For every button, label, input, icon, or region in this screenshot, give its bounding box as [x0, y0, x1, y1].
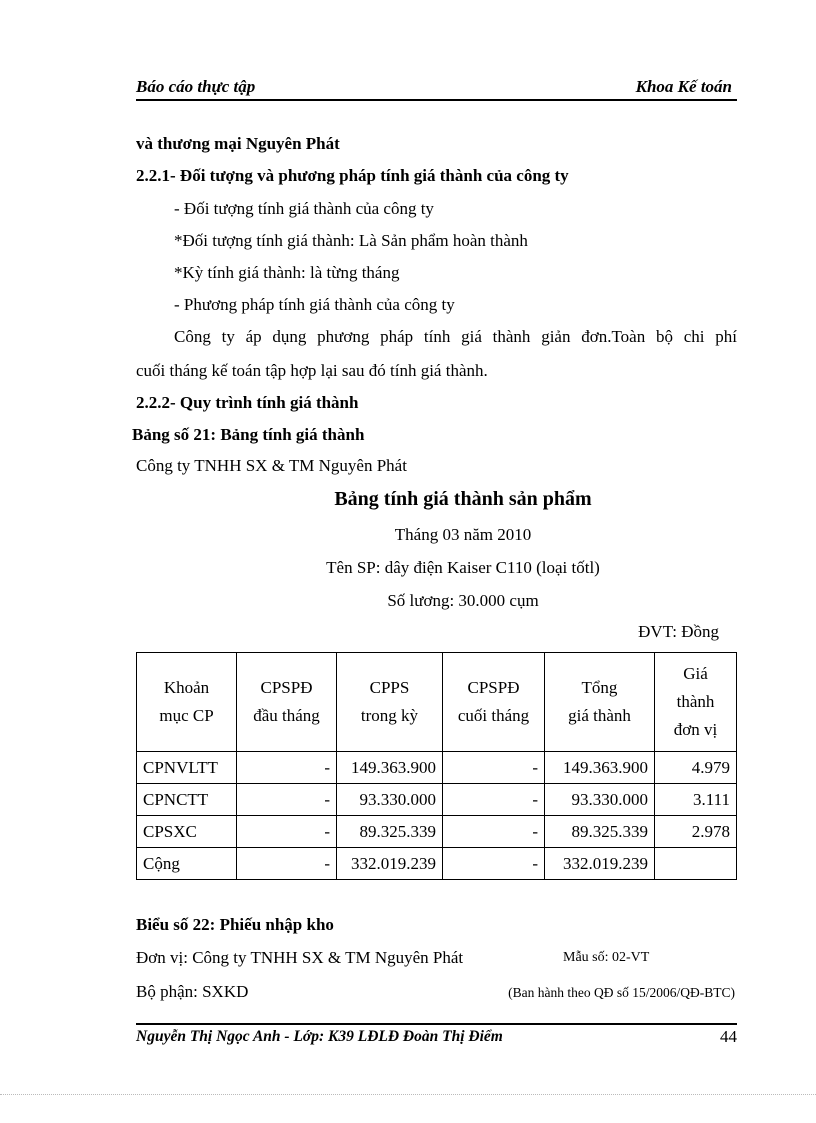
section-2-2-2-heading: 2.2.2- Quy trình tính giá thành: [136, 393, 359, 412]
sheet-month: Tháng 03 năm 2010: [394, 525, 532, 544]
sheet-quantity: Số lương: 30.000 cụm: [387, 591, 539, 610]
receipt-caption: Biểu số 22: Phiếu nhập kho: [136, 915, 334, 934]
department-line: Bộ phận: SXKD: [136, 982, 249, 1001]
cell-total: 93.330.000: [545, 784, 655, 816]
item-object: *Đối tượng tính giá thành: Là Sản phẩm hoàn thành: [174, 231, 528, 250]
bullet-method: - Phương pháp tính giá thành của công ty: [174, 295, 455, 314]
sheet-product: Tên SP: dây điện Kaiser C110 (loại tốtl): [326, 558, 600, 577]
cost-table: [136, 652, 737, 880]
cell-item: CPSXC: [137, 816, 237, 848]
cell-opening: -: [237, 816, 337, 848]
cell-total: 332.019.239: [545, 848, 655, 880]
cell-period: 332.019.239: [337, 848, 443, 880]
cell-total: 89.325.339: [545, 816, 655, 848]
table-row-total: [137, 848, 737, 880]
cell-item: Cộng: [137, 848, 237, 880]
unit-line: Đơn vị: Công ty TNHH SX & TM Nguyên Phát: [136, 948, 464, 967]
paragraph-line-2: cuối tháng kế toán tập hợp lại sau đó tính giá thành.: [136, 361, 488, 380]
header-rule: [136, 99, 737, 101]
page-number: 44: [720, 1027, 737, 1046]
cell-closing: -: [443, 816, 545, 848]
line-company-cont: và thương mại Nguyên Phát: [136, 134, 340, 153]
table-row: [137, 784, 737, 816]
page-edge-divider: [0, 1094, 816, 1095]
section-2-2-1-heading: 2.2.1- Đối tượng và phương pháp tính giá thành của công ty: [136, 166, 569, 185]
table-row: [137, 816, 737, 848]
col-header-closing-wip: CPSPĐ cuối tháng: [443, 653, 545, 752]
cell-closing: -: [443, 752, 545, 784]
cell-total: 149.363.900: [545, 752, 655, 784]
table-row: [137, 752, 737, 784]
table-caption: Bảng số 21: Bảng tính giá thành: [132, 425, 365, 444]
sheet-unit: ĐVT: Đồng: [638, 622, 719, 641]
item-period: *Kỳ tính giá thành: là từng tháng: [174, 263, 400, 282]
paragraph-line-1: Công ty áp dụng phương pháp tính giá thành giản đơn.Toàn bộ chi phí: [174, 327, 737, 346]
cell-unit: 2.978: [655, 816, 737, 848]
cell-item: CPNCTT: [137, 784, 237, 816]
cell-item: CPNVLTT: [137, 752, 237, 784]
col-header-opening-wip: CPSPĐ đầu tháng: [237, 653, 337, 752]
form-code: Mẫu số: 02-VT: [563, 950, 650, 965]
cell-closing: -: [443, 784, 545, 816]
sheet-title: Bảng tính giá thành sản phẩm: [334, 488, 592, 510]
cell-opening: -: [237, 848, 337, 880]
table-header-row: [137, 653, 737, 752]
cell-opening: -: [237, 752, 337, 784]
col-header-period-cost: CPPS trong kỳ: [337, 653, 443, 752]
cell-period: 89.325.339: [337, 816, 443, 848]
col-header-total-cost: Tổng giá thành: [545, 653, 655, 752]
header-left: Báo cáo thực tập: [136, 77, 256, 96]
bullet-object: - Đối tượng tính giá thành của công ty: [174, 199, 434, 218]
footer-author: Nguyễn Thị Ngọc Anh - Lớp: K39 LĐLĐ Đoàn Thị Điểm: [136, 1028, 503, 1045]
cell-closing: -: [443, 848, 545, 880]
cell-period: 93.330.000: [337, 784, 443, 816]
cell-opening: -: [237, 784, 337, 816]
cell-period: 149.363.900: [337, 752, 443, 784]
company-name: Công ty TNHH SX & TM Nguyên Phát: [136, 456, 407, 475]
col-header-unit-cost: Giá thành đơn vị: [655, 653, 737, 752]
cell-unit: 3.111: [655, 784, 737, 816]
footer-rule: [136, 1023, 737, 1025]
decree-note: (Ban hành theo QĐ số 15/2006/QĐ-BTC): [508, 985, 735, 1000]
cell-unit: 4.979: [655, 752, 737, 784]
header-right: Khoa Kế toán: [635, 77, 732, 96]
cell-unit: [655, 848, 737, 880]
col-header-item: Khoản mục CP: [137, 653, 237, 752]
